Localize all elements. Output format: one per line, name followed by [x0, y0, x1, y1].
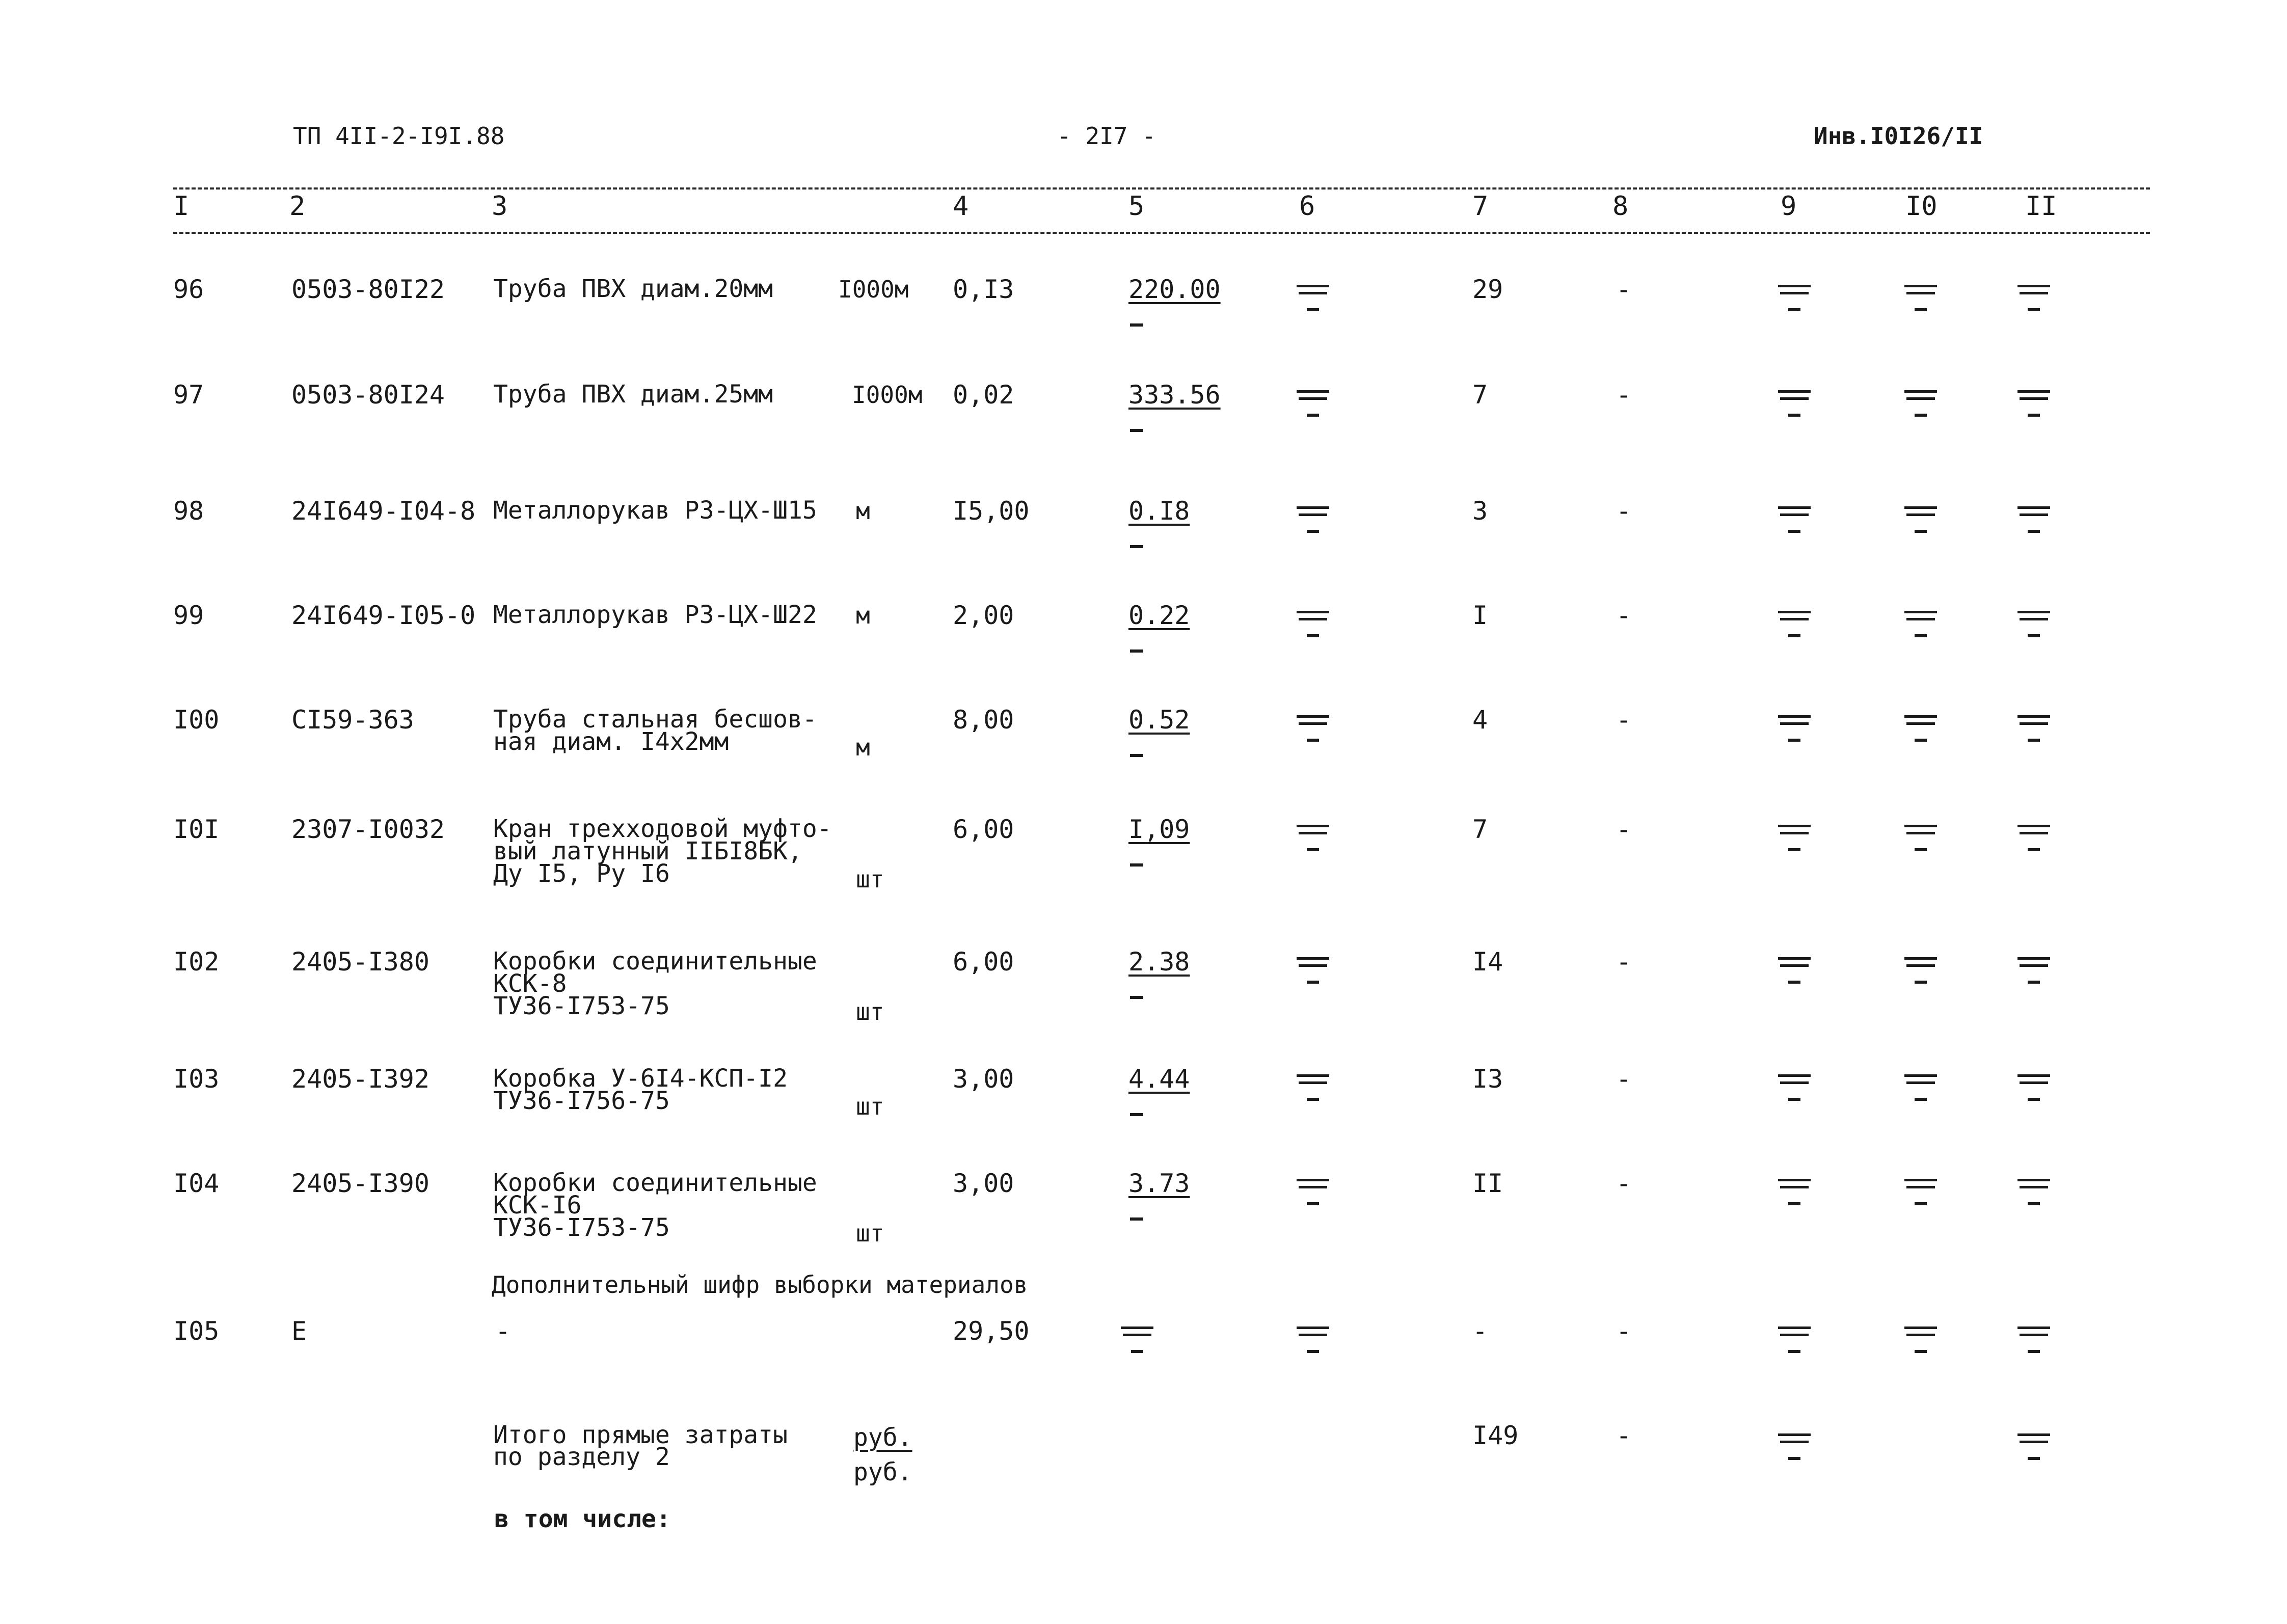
total-col7: I49 — [1472, 1421, 1519, 1450]
dash-stroke — [1915, 308, 1927, 311]
dash-stroke — [1299, 292, 1327, 294]
dash-pair-mark — [1778, 818, 1811, 853]
dash-stroke — [2028, 1457, 2040, 1460]
dash-stroke — [1307, 848, 1319, 851]
row-price: I,09 — [1128, 815, 1190, 844]
row-quantity: 3,00 — [953, 1064, 1014, 1094]
col-header: 2 — [289, 191, 306, 222]
row-quantity: 8,00 — [953, 705, 1014, 735]
dash-pair-mark — [1778, 383, 1811, 419]
dash-pair-mark — [1904, 1067, 1937, 1103]
page-number: - 2I7 - — [1057, 122, 1156, 150]
dash-stroke — [1780, 513, 1809, 516]
dash-stroke — [1307, 1350, 1319, 1353]
row-code: 24I649-I05-0 — [291, 601, 476, 630]
row-number: 98 — [173, 496, 204, 526]
dash-stroke — [1778, 390, 1811, 393]
row-col7: 29 — [1472, 275, 1503, 304]
row-col7: I4 — [1472, 947, 1503, 977]
dash-stroke — [2020, 832, 2048, 834]
dash-pair-mark — [2017, 818, 2050, 853]
dash-stroke — [1788, 1350, 1800, 1353]
dash-stroke — [1297, 957, 1329, 960]
dash-pair-mark — [2017, 383, 2050, 419]
row-quantity: 6,00 — [953, 947, 1014, 977]
row-col8: - — [1616, 275, 1632, 304]
row-code: 2405-I380 — [291, 947, 429, 977]
dash-pair-mark — [1778, 1319, 1811, 1355]
row-col7: 7 — [1472, 815, 1488, 844]
dash-stroke — [1121, 1327, 1153, 1329]
col-header: I — [173, 191, 190, 222]
dash-stroke — [1788, 1202, 1800, 1205]
row-quantity: 2,00 — [953, 601, 1014, 630]
row-description: Ду I5, Ру I6 — [493, 859, 670, 888]
dash-stroke — [2028, 1098, 2040, 1101]
row-unit: шт — [856, 998, 884, 1025]
dash-stroke — [1915, 1098, 1927, 1101]
dash-pair-mark — [1904, 950, 1937, 986]
row-description: - — [495, 1316, 511, 1346]
dash-pair-mark — [1297, 708, 1329, 744]
row-description: Коробки соединительные — [493, 947, 817, 976]
dash-stroke — [1778, 1327, 1811, 1329]
row-description: Металлорукав РЗ-ЦХ-Ш15 — [493, 496, 817, 525]
price-sub-dash — [1130, 996, 1143, 999]
dash-pair-mark — [2017, 499, 2050, 535]
dash-pair-mark — [1297, 383, 1329, 419]
dash-stroke — [2017, 285, 2050, 287]
row-col8: - — [1616, 1064, 1632, 1094]
dash-stroke — [2028, 530, 2040, 533]
dash-pair-mark — [2017, 950, 2050, 986]
total-unit: руб. — [853, 1423, 912, 1452]
row-col7: 3 — [1472, 496, 1488, 526]
dash-stroke — [2020, 618, 2048, 620]
dash-pair-mark — [2017, 1426, 2050, 1462]
dash-stroke — [1307, 634, 1319, 637]
col-header: 3 — [492, 191, 508, 222]
row-unit: I000м — [852, 381, 923, 409]
row-col8: - — [1616, 705, 1632, 735]
dash-stroke — [1297, 506, 1329, 509]
dash-stroke — [2017, 611, 2050, 613]
dash-stroke — [1904, 506, 1937, 509]
dash-stroke — [2020, 513, 2048, 516]
dash-stroke — [1780, 964, 1809, 967]
row-price: 4.44 — [1128, 1064, 1190, 1094]
row-price: 0.52 — [1128, 705, 1190, 735]
row-unit: I000м — [838, 276, 909, 303]
row-code: 2405-I390 — [291, 1169, 429, 1198]
row-col7: I3 — [1472, 1064, 1503, 1094]
dash-stroke — [1780, 618, 1809, 620]
dash-stroke — [1307, 414, 1319, 417]
row-col7: 4 — [1472, 705, 1488, 735]
dash-stroke — [1906, 397, 1935, 400]
row-number: I04 — [173, 1169, 220, 1198]
row-quantity: 6,00 — [953, 815, 1014, 844]
dash-pair-mark — [1904, 818, 1937, 853]
dash-stroke — [1915, 739, 1927, 742]
row-quantity: 0,02 — [953, 380, 1014, 410]
dash-pair-mark — [2017, 1067, 2050, 1103]
dash-stroke — [2028, 1350, 2040, 1353]
row-price: 220.00 — [1128, 275, 1221, 304]
dash-stroke — [2028, 308, 2040, 311]
row-description: Труба ПВХ диам.20мм — [493, 275, 773, 303]
dash-pair-mark — [1904, 1172, 1937, 1207]
dash-stroke — [1307, 1202, 1319, 1205]
row-col7: - — [1472, 1316, 1488, 1346]
dash-stroke — [2020, 1441, 2048, 1443]
row-col7: II — [1472, 1169, 1503, 1198]
dash-stroke — [2020, 964, 2048, 967]
row-price: 0.I8 — [1128, 496, 1190, 526]
dash-stroke — [2028, 414, 2040, 417]
dash-stroke — [1307, 981, 1319, 984]
doc-code: ТП 4II-2-I9I.88 — [293, 122, 505, 150]
dash-stroke — [1778, 957, 1811, 960]
dash-stroke — [1778, 715, 1811, 718]
dash-stroke — [1780, 292, 1809, 294]
dash-stroke — [1906, 832, 1935, 834]
row-code: Е — [291, 1316, 307, 1346]
dash-pair-mark — [2017, 708, 2050, 744]
dash-stroke — [1904, 1179, 1937, 1181]
dash-pair-mark — [1904, 1319, 1937, 1355]
col-header: 5 — [1128, 191, 1145, 222]
row-code: 0503-80I24 — [291, 380, 445, 410]
row-quantity: 3,00 — [953, 1169, 1014, 1198]
dash-stroke — [2028, 1202, 2040, 1205]
dash-pair-mark — [1778, 1426, 1811, 1462]
row-col8: - — [1616, 815, 1632, 844]
dash-stroke — [2017, 1433, 2050, 1436]
dash-stroke — [2017, 1179, 2050, 1181]
row-code: 0503-80I22 — [291, 275, 445, 304]
dash-stroke — [1780, 832, 1809, 834]
dash-stroke — [1780, 1441, 1809, 1443]
dash-stroke — [1788, 981, 1800, 984]
dash-stroke — [1906, 513, 1935, 516]
including-label: в том числе: — [494, 1505, 671, 1533]
row-description: ТУ36-I756-75 — [493, 1087, 670, 1115]
dash-pair-mark — [1904, 278, 1937, 313]
dash-pair-mark — [1297, 499, 1329, 535]
row-description: Труба стальная бесшов- — [493, 705, 817, 734]
dash-stroke — [2020, 292, 2048, 294]
dash-stroke — [1778, 506, 1811, 509]
row-unit: шт — [856, 1093, 884, 1120]
row-unit: м — [856, 497, 870, 525]
dash-stroke — [1904, 1327, 1937, 1329]
dash-stroke — [1299, 1081, 1327, 1084]
dash-stroke — [1906, 722, 1935, 725]
dash-stroke — [1906, 1334, 1935, 1336]
dash-stroke — [1904, 390, 1937, 393]
dash-stroke — [1788, 308, 1800, 311]
dash-pair-mark — [1297, 1172, 1329, 1207]
dash-stroke — [2017, 506, 2050, 509]
dash-pair-mark — [1778, 499, 1811, 535]
row-code: 2405-I392 — [291, 1064, 429, 1094]
dash-stroke — [1297, 611, 1329, 613]
row-code: 2307-I0032 — [291, 815, 445, 844]
dash-stroke — [1906, 618, 1935, 620]
row-number: I05 — [173, 1316, 220, 1346]
dash-stroke — [1788, 848, 1800, 851]
dash-pair-mark — [1904, 499, 1937, 535]
row-unit: м — [856, 734, 870, 761]
row-unit: м — [856, 602, 870, 629]
dash-stroke — [1297, 715, 1329, 718]
dash-stroke — [1780, 1081, 1809, 1084]
dash-stroke — [2017, 715, 2050, 718]
row-col8: - — [1616, 947, 1632, 977]
dash-stroke — [1915, 530, 1927, 533]
dash-stroke — [1788, 530, 1800, 533]
col-header: I0 — [1905, 191, 1938, 222]
dash-pair-mark — [1778, 604, 1811, 639]
total-col8: - — [1616, 1421, 1632, 1450]
row-code: 24I649-I04-8 — [291, 496, 476, 526]
dash-stroke — [2017, 825, 2050, 827]
dash-pair-mark — [1778, 278, 1811, 313]
row-description: ТУ36-I753-75 — [493, 1213, 670, 1242]
dash-stroke — [1299, 618, 1327, 620]
dash-pair-mark — [1778, 950, 1811, 986]
row-description: Коробка У-6I4-КСП-I2 — [493, 1064, 788, 1093]
dash-stroke — [1915, 414, 1927, 417]
row-description: Кран трехходовой муфто- — [493, 815, 832, 843]
total-unit: руб. — [853, 1458, 912, 1486]
row-col7: 7 — [1472, 380, 1488, 410]
dash-stroke — [1297, 825, 1329, 827]
dash-pair-mark — [1297, 604, 1329, 639]
price-sub-dash — [1130, 754, 1143, 757]
dash-stroke — [1788, 414, 1800, 417]
col-header: 7 — [1472, 191, 1489, 222]
col-header: II — [2025, 191, 2057, 222]
dash-stroke — [1299, 964, 1327, 967]
dash-stroke — [1780, 722, 1809, 725]
dash-stroke — [2020, 1081, 2048, 1084]
row-description: вый латунный IIБI8БК, — [493, 837, 802, 865]
dash-stroke — [1778, 1179, 1811, 1181]
dash-pair-mark — [1297, 818, 1329, 853]
dash-pair-mark — [1297, 1319, 1329, 1355]
row-number: I02 — [173, 947, 220, 977]
row-quantity: 0,I3 — [953, 275, 1014, 304]
dash-stroke — [1780, 397, 1809, 400]
dash-stroke — [1788, 1098, 1800, 1101]
dash-stroke — [1778, 1433, 1811, 1436]
dash-stroke — [2017, 390, 2050, 393]
dash-stroke — [1915, 1202, 1927, 1205]
dash-stroke — [1904, 825, 1937, 827]
dash-stroke — [1299, 722, 1327, 725]
dash-stroke — [1299, 513, 1327, 516]
col-header: 8 — [1612, 191, 1629, 222]
price-sub-dash — [1130, 1217, 1143, 1221]
dash-pair-mark — [1778, 1172, 1811, 1207]
dash-stroke — [1904, 285, 1937, 287]
dash-stroke — [2017, 957, 2050, 960]
row-description: ная диам. I4х2мм — [493, 727, 729, 756]
dash-stroke — [1915, 634, 1927, 637]
total-label-line: по разделу 2 — [493, 1443, 670, 1471]
row-price: 333.56 — [1128, 380, 1221, 410]
dash-stroke — [1297, 1074, 1329, 1077]
row-description: ТУ36-I753-75 — [493, 992, 670, 1020]
dash-stroke — [1906, 964, 1935, 967]
price-sub-dash — [1130, 863, 1143, 867]
dash-stroke — [1299, 832, 1327, 834]
dash-stroke — [1299, 1186, 1327, 1188]
dash-stroke — [1915, 981, 1927, 984]
dash-stroke — [1904, 611, 1937, 613]
col-header: 4 — [953, 191, 969, 222]
dash-stroke — [1780, 1186, 1809, 1188]
dash-pair-mark — [1904, 708, 1937, 744]
row-number: I00 — [173, 705, 220, 735]
dash-stroke — [1297, 285, 1329, 287]
price-sub-dash — [1130, 1113, 1143, 1116]
dash-stroke — [1906, 292, 1935, 294]
row-description: Труба ПВХ диам.25мм — [493, 380, 773, 409]
row-code: CI59-363 — [291, 705, 414, 735]
dash-pair-mark — [1297, 950, 1329, 986]
dash-stroke — [1297, 390, 1329, 393]
dash-stroke — [1299, 397, 1327, 400]
dash-stroke — [1778, 825, 1811, 827]
dash-stroke — [1780, 1334, 1809, 1336]
dash-stroke — [1131, 1350, 1143, 1353]
dash-pair-mark — [1904, 604, 1937, 639]
row-col8: - — [1616, 496, 1632, 526]
dash-stroke — [1915, 848, 1927, 851]
dash-stroke — [1778, 1074, 1811, 1077]
dash-stroke — [2017, 1327, 2050, 1329]
dash-stroke — [1778, 611, 1811, 613]
row-description: Металлорукав РЗ-ЦХ-Ш22 — [493, 601, 817, 629]
row-number: 96 — [173, 275, 204, 304]
row-col8: - — [1616, 1316, 1632, 1346]
row-price: 2.38 — [1128, 947, 1190, 977]
dash-pair-mark — [1904, 383, 1937, 419]
row-number: I03 — [173, 1064, 220, 1094]
row-description: Коробки соединительные — [493, 1169, 817, 1197]
dash-pair-mark — [2017, 1319, 2050, 1355]
row-quantity: 29,50 — [953, 1316, 1030, 1346]
row-unit: шт — [856, 865, 884, 893]
total-label-line: Итого прямые затраты — [493, 1421, 788, 1449]
dash-stroke — [2028, 848, 2040, 851]
dash-pair-mark — [1778, 1067, 1811, 1103]
dash-stroke — [1904, 957, 1937, 960]
dash-pair-mark — [1778, 708, 1811, 744]
dash-stroke — [1778, 285, 1811, 287]
dash-stroke — [1906, 1081, 1935, 1084]
dash-stroke — [1788, 1457, 1800, 1460]
dash-stroke — [1123, 1334, 1151, 1336]
dash-stroke — [1307, 739, 1319, 742]
row-description: КСК-8 — [493, 969, 567, 998]
dash-stroke — [1307, 308, 1319, 311]
table-header-rule — [173, 232, 2150, 234]
row-col8: - — [1616, 380, 1632, 410]
row-col8: - — [1616, 601, 1632, 630]
price-sub-dash — [1130, 649, 1143, 653]
dash-pair-mark — [2017, 604, 2050, 639]
dash-stroke — [1904, 715, 1937, 718]
col-header: 9 — [1781, 191, 1797, 222]
row-description: КСК-I6 — [493, 1191, 582, 1220]
dash-stroke — [1299, 1334, 1327, 1336]
row-col8: - — [1616, 1169, 1632, 1198]
row-number: 97 — [173, 380, 204, 410]
dash-stroke — [1788, 739, 1800, 742]
extra-note: Дополнительный шифр выборки материалов — [492, 1271, 1028, 1298]
dash-stroke — [1904, 1074, 1937, 1077]
row-col7: I — [1472, 601, 1488, 630]
dash-stroke — [2028, 739, 2040, 742]
row-number: 99 — [173, 601, 204, 630]
dash-stroke — [1297, 1327, 1329, 1329]
table-top-rule — [173, 187, 2150, 190]
dash-stroke — [1788, 634, 1800, 637]
dash-stroke — [2017, 1074, 2050, 1077]
price-sub-dash — [1130, 429, 1143, 432]
dash-stroke — [2028, 634, 2040, 637]
dash-stroke — [1307, 530, 1319, 533]
dash-stroke — [1307, 1098, 1319, 1101]
inventory-number: Инв.I0I26/II — [1814, 122, 1983, 150]
dash-stroke — [2028, 981, 2040, 984]
dash-stroke — [1915, 1350, 1927, 1353]
dash-stroke — [2020, 722, 2048, 725]
dash-pair-mark — [1121, 1319, 1153, 1355]
dash-pair-mark — [2017, 278, 2050, 313]
price-sub-dash — [1130, 323, 1143, 327]
dash-stroke — [1297, 1179, 1329, 1181]
price-sub-dash — [1130, 545, 1143, 548]
dash-stroke — [2020, 397, 2048, 400]
dash-pair-mark — [1297, 278, 1329, 313]
col-header: 6 — [1299, 191, 1315, 222]
dash-pair-mark — [2017, 1172, 2050, 1207]
dash-stroke — [2020, 1334, 2048, 1336]
row-number: I0I — [173, 815, 220, 844]
dash-stroke — [1906, 1186, 1935, 1188]
row-price: 0.22 — [1128, 601, 1190, 630]
dash-pair-mark — [1297, 1067, 1329, 1103]
row-quantity: I5,00 — [953, 496, 1030, 526]
dash-stroke — [2020, 1186, 2048, 1188]
row-price: 3.73 — [1128, 1169, 1190, 1198]
row-unit: шт — [856, 1220, 884, 1247]
